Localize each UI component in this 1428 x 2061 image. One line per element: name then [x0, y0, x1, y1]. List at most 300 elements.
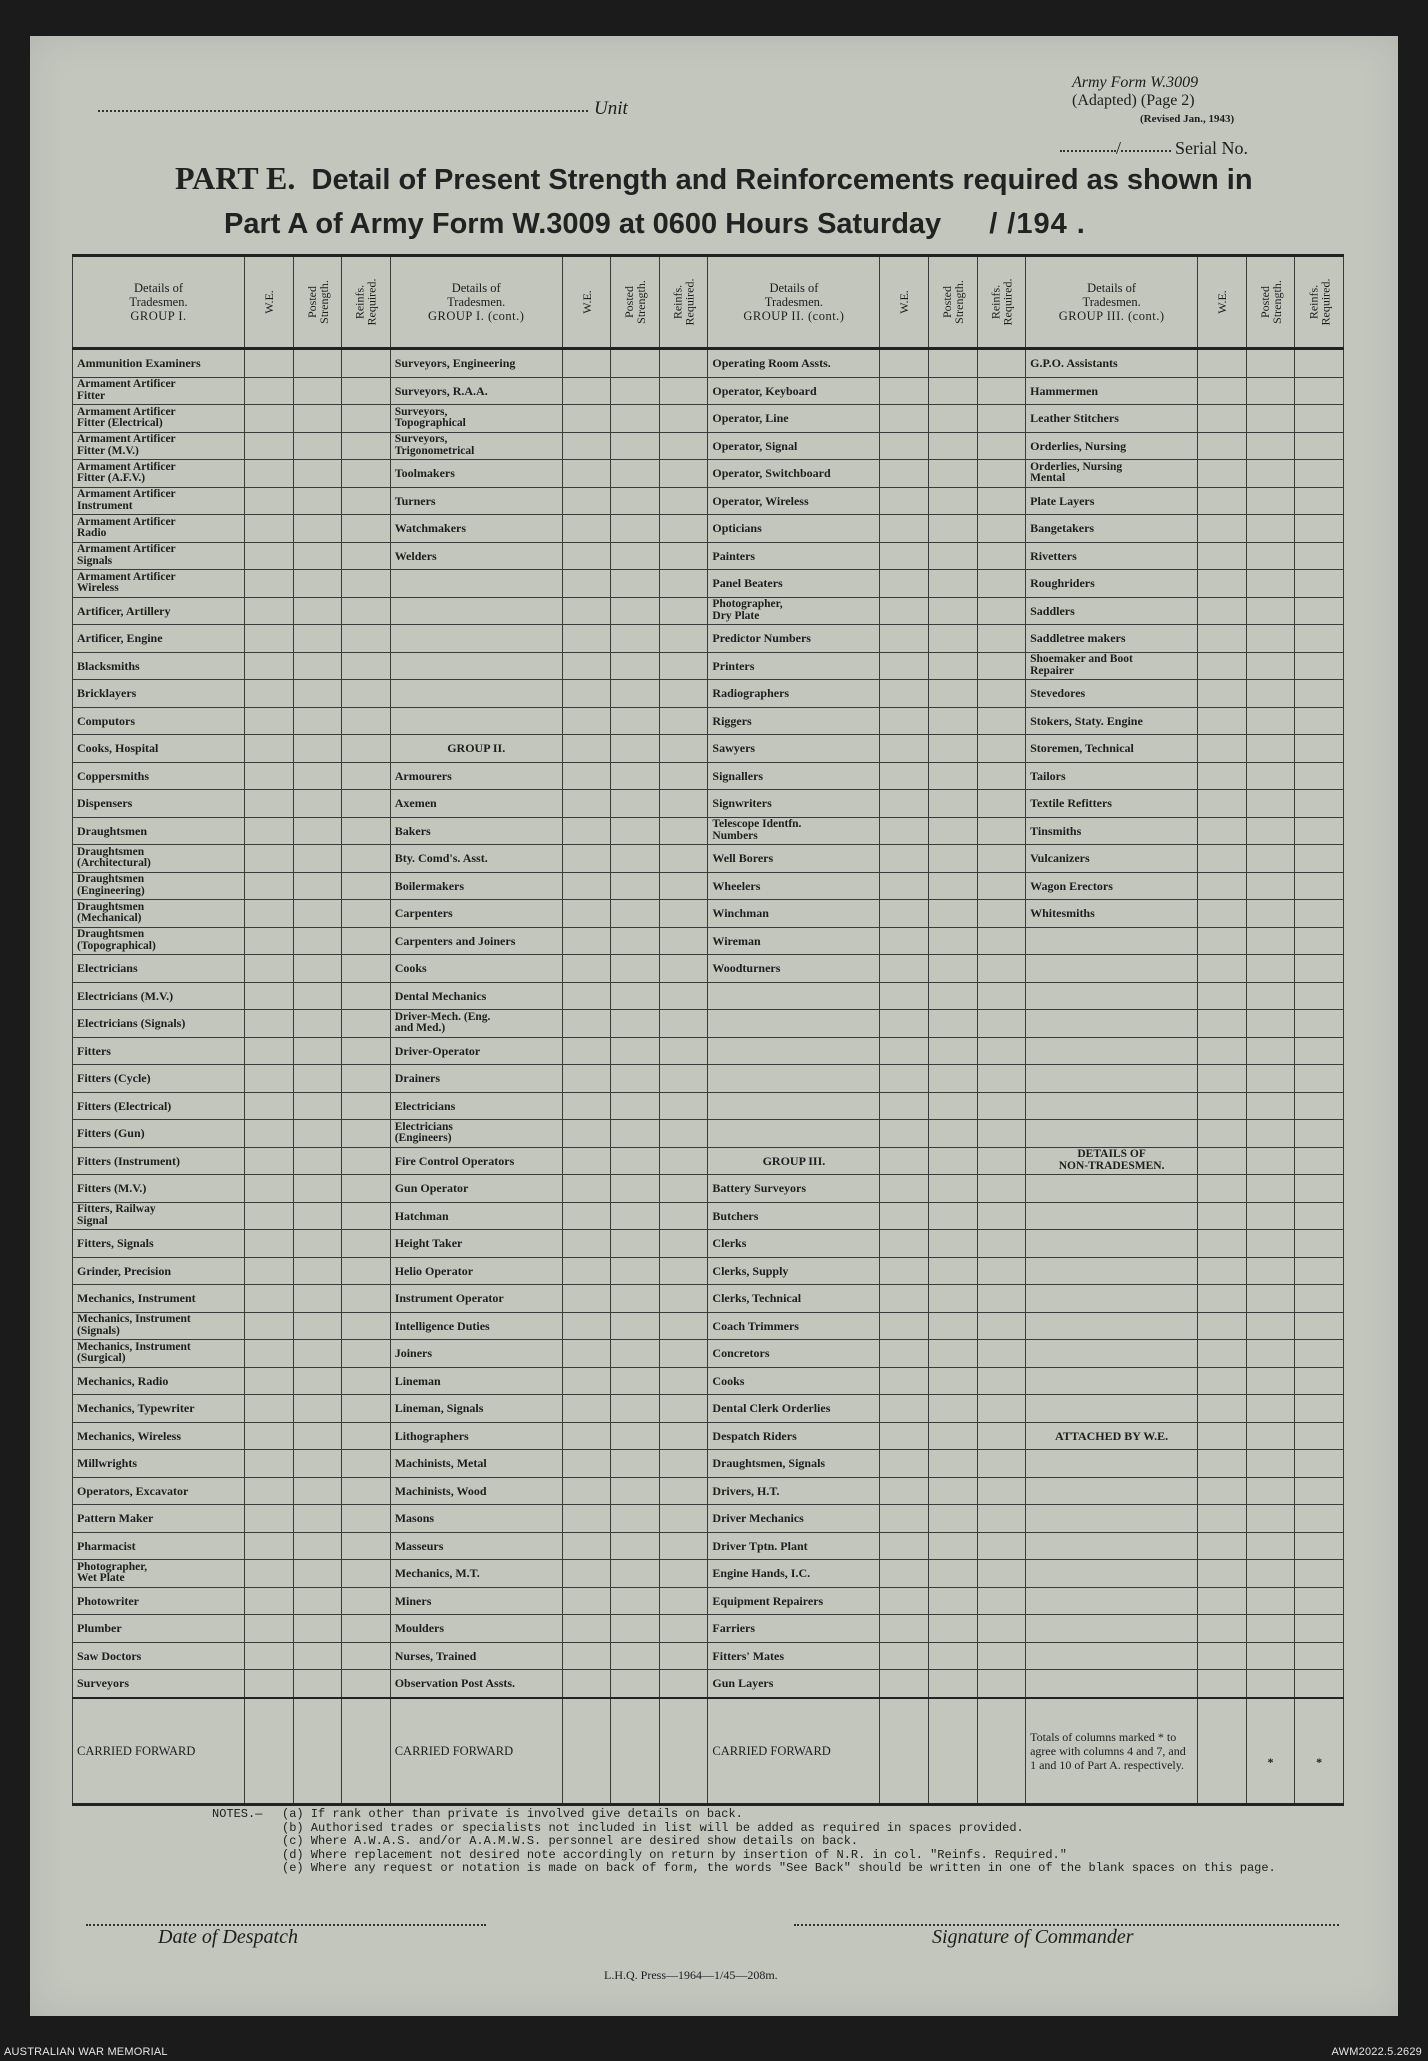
posted-strength-entry-cell[interactable] — [611, 845, 660, 873]
reinfs-required-entry-cell[interactable] — [1295, 845, 1344, 873]
posted-strength-entry-cell[interactable] — [611, 1285, 660, 1313]
reinfs-required-entry-cell[interactable] — [342, 872, 391, 900]
reinfs-required-entry-cell[interactable] — [659, 680, 708, 708]
reinfs-required-entry-cell[interactable] — [1295, 1065, 1344, 1093]
reinfs-required-entry-cell[interactable] — [1295, 1642, 1344, 1670]
posted-strength-entry-cell[interactable] — [611, 652, 660, 680]
posted-strength-entry-cell[interactable] — [293, 790, 342, 818]
we-entry-cell[interactable] — [880, 542, 929, 570]
reinfs-required-entry-cell[interactable] — [342, 1202, 391, 1230]
reinfs-required-entry-cell[interactable] — [977, 1477, 1026, 1505]
we-entry-cell[interactable] — [1198, 570, 1247, 598]
reinfs-required-entry-cell[interactable] — [1295, 1312, 1344, 1340]
reinfs-required-entry-cell[interactable] — [1295, 762, 1344, 790]
reinfs-required-entry-cell[interactable] — [659, 1175, 708, 1203]
we-entry-cell[interactable] — [562, 982, 611, 1010]
reinfs-required-entry-cell[interactable] — [342, 927, 391, 955]
we-entry-cell[interactable] — [245, 927, 294, 955]
we-entry-cell[interactable] — [880, 460, 929, 488]
posted-strength-entry-cell[interactable] — [611, 790, 660, 818]
posted-strength-entry-cell[interactable] — [611, 1505, 660, 1533]
we-entry-cell[interactable] — [880, 349, 929, 378]
reinfs-required-entry-cell[interactable] — [342, 460, 391, 488]
reinfs-required-entry-cell[interactable] — [342, 487, 391, 515]
reinfs-required-entry-cell[interactable] — [659, 1147, 708, 1175]
we-entry-cell[interactable] — [562, 1147, 611, 1175]
reinfs-required-entry-cell[interactable] — [342, 570, 391, 598]
reinfs-required-entry-cell[interactable] — [1295, 625, 1344, 653]
posted-strength-total-cell[interactable] — [293, 1698, 342, 1805]
posted-strength-entry-cell[interactable] — [293, 1202, 342, 1230]
reinfs-required-entry-cell[interactable] — [659, 1532, 708, 1560]
reinfs-required-entry-cell[interactable] — [977, 1505, 1026, 1533]
posted-strength-entry-cell[interactable] — [1246, 487, 1295, 515]
we-entry-cell[interactable] — [562, 762, 611, 790]
posted-strength-entry-cell[interactable] — [1246, 927, 1295, 955]
reinfs-required-entry-cell[interactable] — [659, 982, 708, 1010]
we-entry-cell[interactable] — [880, 377, 929, 405]
reinfs-required-entry-cell[interactable] — [977, 377, 1026, 405]
we-entry-cell[interactable] — [880, 1422, 929, 1450]
posted-strength-entry-cell[interactable] — [928, 790, 977, 818]
posted-strength-entry-cell[interactable] — [928, 1037, 977, 1065]
posted-strength-entry-cell[interactable] — [611, 1587, 660, 1615]
posted-strength-entry-cell[interactable] — [611, 1532, 660, 1560]
we-total-cell[interactable] — [245, 1698, 294, 1805]
posted-strength-total-cell[interactable] — [611, 1698, 660, 1805]
we-entry-cell[interactable] — [1198, 432, 1247, 460]
posted-strength-entry-cell[interactable] — [611, 1395, 660, 1423]
we-entry-cell[interactable] — [1198, 515, 1247, 543]
reinfs-required-entry-cell[interactable] — [659, 1560, 708, 1588]
reinfs-required-entry-cell[interactable] — [342, 1450, 391, 1478]
we-entry-cell[interactable] — [562, 955, 611, 983]
reinfs-required-entry-cell[interactable] — [659, 1312, 708, 1340]
reinfs-required-entry-cell[interactable] — [977, 542, 1026, 570]
we-entry-cell[interactable] — [562, 900, 611, 928]
reinfs-required-entry-cell[interactable] — [977, 982, 1026, 1010]
total-marker-star[interactable]: * — [1246, 1698, 1295, 1805]
posted-strength-entry-cell[interactable] — [928, 460, 977, 488]
we-entry-cell[interactable] — [245, 1615, 294, 1643]
we-entry-cell[interactable] — [562, 1532, 611, 1560]
reinfs-required-entry-cell[interactable] — [1295, 487, 1344, 515]
posted-strength-entry-cell[interactable] — [928, 680, 977, 708]
posted-strength-entry-cell[interactable] — [1246, 349, 1295, 378]
we-entry-cell[interactable] — [880, 735, 929, 763]
reinfs-required-entry-cell[interactable] — [1295, 1505, 1344, 1533]
posted-strength-entry-cell[interactable] — [293, 1670, 342, 1698]
reinfs-required-entry-cell[interactable] — [342, 1285, 391, 1313]
posted-strength-entry-cell[interactable] — [611, 735, 660, 763]
we-entry-cell[interactable] — [245, 542, 294, 570]
reinfs-required-entry-cell[interactable] — [977, 625, 1026, 653]
we-entry-cell[interactable] — [880, 1147, 929, 1175]
reinfs-required-entry-cell[interactable] — [659, 349, 708, 378]
posted-strength-entry-cell[interactable] — [1246, 790, 1295, 818]
reinfs-required-entry-cell[interactable] — [977, 1560, 1026, 1588]
we-entry-cell[interactable] — [1198, 349, 1247, 378]
reinfs-required-entry-cell[interactable] — [977, 955, 1026, 983]
reinfs-required-entry-cell[interactable] — [659, 845, 708, 873]
reinfs-required-entry-cell[interactable] — [659, 405, 708, 433]
reinfs-required-entry-cell[interactable] — [1295, 1230, 1344, 1258]
we-entry-cell[interactable] — [245, 432, 294, 460]
reinfs-required-entry-cell[interactable] — [1295, 817, 1344, 845]
reinfs-required-entry-cell[interactable] — [1295, 1395, 1344, 1423]
we-entry-cell[interactable] — [1198, 762, 1247, 790]
reinfs-required-entry-cell[interactable] — [659, 1615, 708, 1643]
reinfs-required-entry-cell[interactable] — [1295, 927, 1344, 955]
posted-strength-entry-cell[interactable] — [928, 1065, 977, 1093]
posted-strength-entry-cell[interactable] — [928, 349, 977, 378]
reinfs-required-entry-cell[interactable] — [977, 1147, 1026, 1175]
reinfs-required-entry-cell[interactable] — [659, 872, 708, 900]
posted-strength-entry-cell[interactable] — [928, 570, 977, 598]
we-entry-cell[interactable] — [1198, 1560, 1247, 1588]
we-entry-cell[interactable] — [880, 515, 929, 543]
reinfs-required-entry-cell[interactable] — [342, 1505, 391, 1533]
posted-strength-entry-cell[interactable] — [928, 1560, 977, 1588]
we-entry-cell[interactable] — [1198, 460, 1247, 488]
we-entry-cell[interactable] — [1198, 900, 1247, 928]
reinfs-required-entry-cell[interactable] — [342, 405, 391, 433]
posted-strength-entry-cell[interactable] — [1246, 845, 1295, 873]
reinfs-required-entry-cell[interactable] — [977, 1257, 1026, 1285]
reinfs-required-entry-cell[interactable] — [342, 762, 391, 790]
reinfs-required-entry-cell[interactable] — [977, 927, 1026, 955]
posted-strength-entry-cell[interactable] — [1246, 1642, 1295, 1670]
posted-strength-entry-cell[interactable] — [293, 982, 342, 1010]
posted-strength-entry-cell[interactable] — [1246, 377, 1295, 405]
posted-strength-entry-cell[interactable] — [611, 1120, 660, 1148]
we-entry-cell[interactable] — [245, 570, 294, 598]
posted-strength-entry-cell[interactable] — [293, 1285, 342, 1313]
we-entry-cell[interactable] — [562, 1615, 611, 1643]
posted-strength-entry-cell[interactable] — [928, 762, 977, 790]
posted-strength-entry-cell[interactable] — [293, 1505, 342, 1533]
posted-strength-entry-cell[interactable] — [293, 1477, 342, 1505]
posted-strength-entry-cell[interactable] — [293, 1560, 342, 1588]
reinfs-required-entry-cell[interactable] — [659, 735, 708, 763]
we-entry-cell[interactable] — [562, 349, 611, 378]
total-marker-star[interactable]: * — [1295, 1698, 1344, 1805]
reinfs-required-entry-cell[interactable] — [1295, 982, 1344, 1010]
posted-strength-entry-cell[interactable] — [1246, 1037, 1295, 1065]
posted-strength-entry-cell[interactable] — [1246, 1175, 1295, 1203]
reinfs-required-entry-cell[interactable] — [1295, 405, 1344, 433]
we-entry-cell[interactable] — [880, 432, 929, 460]
we-entry-cell[interactable] — [562, 1312, 611, 1340]
posted-strength-entry-cell[interactable] — [1246, 652, 1295, 680]
we-entry-cell[interactable] — [562, 1092, 611, 1120]
we-entry-cell[interactable] — [245, 1065, 294, 1093]
reinfs-required-entry-cell[interactable] — [1295, 1257, 1344, 1285]
we-entry-cell[interactable] — [245, 817, 294, 845]
we-entry-cell[interactable] — [245, 735, 294, 763]
posted-strength-entry-cell[interactable] — [611, 680, 660, 708]
we-entry-cell[interactable] — [562, 597, 611, 625]
reinfs-required-entry-cell[interactable] — [977, 1367, 1026, 1395]
posted-strength-entry-cell[interactable] — [293, 817, 342, 845]
we-entry-cell[interactable] — [1198, 1367, 1247, 1395]
we-entry-cell[interactable] — [245, 652, 294, 680]
reinfs-required-entry-cell[interactable] — [977, 762, 1026, 790]
reinfs-required-entry-cell[interactable] — [977, 597, 1026, 625]
reinfs-required-entry-cell[interactable] — [1295, 570, 1344, 598]
we-entry-cell[interactable] — [880, 570, 929, 598]
posted-strength-entry-cell[interactable] — [1246, 1477, 1295, 1505]
reinfs-required-entry-cell[interactable] — [1295, 1147, 1344, 1175]
reinfs-required-entry-cell[interactable] — [342, 680, 391, 708]
reinfs-required-entry-cell[interactable] — [342, 982, 391, 1010]
posted-strength-entry-cell[interactable] — [1246, 1395, 1295, 1423]
posted-strength-entry-cell[interactable] — [928, 927, 977, 955]
we-entry-cell[interactable] — [1198, 1120, 1247, 1148]
reinfs-required-entry-cell[interactable] — [1295, 872, 1344, 900]
reinfs-required-entry-cell[interactable] — [977, 1615, 1026, 1643]
posted-strength-entry-cell[interactable] — [293, 1092, 342, 1120]
reinfs-required-entry-cell[interactable] — [1295, 707, 1344, 735]
we-entry-cell[interactable] — [1198, 1395, 1247, 1423]
posted-strength-entry-cell[interactable] — [611, 460, 660, 488]
we-entry-cell[interactable] — [1198, 1092, 1247, 1120]
we-entry-cell[interactable] — [562, 460, 611, 488]
posted-strength-entry-cell[interactable] — [611, 982, 660, 1010]
posted-strength-entry-cell[interactable] — [293, 542, 342, 570]
posted-strength-entry-cell[interactable] — [928, 597, 977, 625]
reinfs-required-entry-cell[interactable] — [659, 1257, 708, 1285]
posted-strength-entry-cell[interactable] — [293, 1367, 342, 1395]
we-entry-cell[interactable] — [1198, 1532, 1247, 1560]
reinfs-required-entry-cell[interactable] — [342, 817, 391, 845]
posted-strength-entry-cell[interactable] — [928, 1257, 977, 1285]
we-entry-cell[interactable] — [245, 377, 294, 405]
we-entry-cell[interactable] — [245, 1505, 294, 1533]
we-entry-cell[interactable] — [880, 1532, 929, 1560]
posted-strength-entry-cell[interactable] — [611, 1670, 660, 1698]
posted-strength-entry-cell[interactable] — [611, 900, 660, 928]
we-entry-cell[interactable] — [880, 1395, 929, 1423]
reinfs-required-entry-cell[interactable] — [342, 1257, 391, 1285]
we-entry-cell[interactable] — [880, 1450, 929, 1478]
posted-strength-entry-cell[interactable] — [611, 1312, 660, 1340]
reinfs-required-entry-cell[interactable] — [342, 1587, 391, 1615]
posted-strength-entry-cell[interactable] — [1246, 1092, 1295, 1120]
reinfs-required-entry-cell[interactable] — [1295, 1615, 1344, 1643]
posted-strength-entry-cell[interactable] — [928, 487, 977, 515]
posted-strength-entry-cell[interactable] — [293, 405, 342, 433]
posted-strength-entry-cell[interactable] — [293, 955, 342, 983]
posted-strength-entry-cell[interactable] — [928, 1450, 977, 1478]
we-entry-cell[interactable] — [245, 1422, 294, 1450]
posted-strength-entry-cell[interactable] — [611, 487, 660, 515]
posted-strength-entry-cell[interactable] — [293, 1587, 342, 1615]
posted-strength-entry-cell[interactable] — [293, 1147, 342, 1175]
posted-strength-entry-cell[interactable] — [1246, 1532, 1295, 1560]
we-entry-cell[interactable] — [1198, 1477, 1247, 1505]
reinfs-required-entry-cell[interactable] — [977, 817, 1026, 845]
reinfs-required-entry-cell[interactable] — [659, 1367, 708, 1395]
we-entry-cell[interactable] — [880, 762, 929, 790]
we-entry-cell[interactable] — [562, 790, 611, 818]
posted-strength-entry-cell[interactable] — [293, 735, 342, 763]
reinfs-required-entry-cell[interactable] — [1295, 432, 1344, 460]
posted-strength-entry-cell[interactable] — [611, 597, 660, 625]
posted-strength-entry-cell[interactable] — [611, 570, 660, 598]
we-entry-cell[interactable] — [562, 1670, 611, 1698]
posted-strength-entry-cell[interactable] — [1246, 680, 1295, 708]
we-entry-cell[interactable] — [562, 542, 611, 570]
we-entry-cell[interactable] — [1198, 1587, 1247, 1615]
we-entry-cell[interactable] — [880, 597, 929, 625]
we-entry-cell[interactable] — [562, 570, 611, 598]
posted-strength-entry-cell[interactable] — [611, 707, 660, 735]
we-entry-cell[interactable] — [1198, 625, 1247, 653]
posted-strength-entry-cell[interactable] — [293, 570, 342, 598]
posted-strength-entry-cell[interactable] — [1246, 625, 1295, 653]
reinfs-required-entry-cell[interactable] — [977, 1422, 1026, 1450]
reinfs-required-entry-cell[interactable] — [659, 1092, 708, 1120]
reinfs-required-entry-cell[interactable] — [659, 597, 708, 625]
reinfs-required-entry-cell[interactable] — [659, 652, 708, 680]
we-entry-cell[interactable] — [562, 707, 611, 735]
reinfs-required-entry-cell[interactable] — [342, 1477, 391, 1505]
we-entry-cell[interactable] — [562, 1257, 611, 1285]
posted-strength-entry-cell[interactable] — [1246, 432, 1295, 460]
reinfs-required-entry-cell[interactable] — [342, 349, 391, 378]
we-entry-cell[interactable] — [245, 1120, 294, 1148]
we-entry-cell[interactable] — [245, 680, 294, 708]
posted-strength-entry-cell[interactable] — [928, 542, 977, 570]
posted-strength-entry-cell[interactable] — [928, 377, 977, 405]
we-entry-cell[interactable] — [245, 872, 294, 900]
posted-strength-entry-cell[interactable] — [1246, 515, 1295, 543]
posted-strength-entry-cell[interactable] — [928, 1312, 977, 1340]
we-entry-cell[interactable] — [562, 1340, 611, 1368]
reinfs-required-entry-cell[interactable] — [977, 1230, 1026, 1258]
we-entry-cell[interactable] — [562, 680, 611, 708]
reinfs-required-entry-cell[interactable] — [342, 707, 391, 735]
posted-strength-entry-cell[interactable] — [1246, 405, 1295, 433]
we-entry-cell[interactable] — [1198, 1422, 1247, 1450]
posted-strength-entry-cell[interactable] — [293, 1395, 342, 1423]
we-entry-cell[interactable] — [880, 1037, 929, 1065]
we-entry-cell[interactable] — [562, 1587, 611, 1615]
posted-strength-entry-cell[interactable] — [1246, 735, 1295, 763]
posted-strength-entry-cell[interactable] — [1246, 1312, 1295, 1340]
reinfs-required-entry-cell[interactable] — [659, 1037, 708, 1065]
we-entry-cell[interactable] — [562, 405, 611, 433]
posted-strength-entry-cell[interactable] — [1246, 955, 1295, 983]
reinfs-required-entry-cell[interactable] — [659, 762, 708, 790]
reinfs-required-entry-cell[interactable] — [1295, 1367, 1344, 1395]
we-entry-cell[interactable] — [880, 1065, 929, 1093]
we-entry-cell[interactable] — [1198, 845, 1247, 873]
posted-strength-entry-cell[interactable] — [611, 872, 660, 900]
reinfs-required-entry-cell[interactable] — [659, 1285, 708, 1313]
reinfs-required-entry-cell[interactable] — [1295, 1587, 1344, 1615]
we-entry-cell[interactable] — [1198, 735, 1247, 763]
we-entry-cell[interactable] — [880, 405, 929, 433]
we-total-cell[interactable] — [1198, 1698, 1247, 1805]
reinfs-required-entry-cell[interactable] — [342, 1642, 391, 1670]
we-entry-cell[interactable] — [880, 1642, 929, 1670]
reinfs-required-entry-cell[interactable] — [1295, 1450, 1344, 1478]
posted-strength-entry-cell[interactable] — [1246, 1230, 1295, 1258]
reinfs-required-entry-cell[interactable] — [342, 625, 391, 653]
posted-strength-entry-cell[interactable] — [293, 1450, 342, 1478]
reinfs-required-entry-cell[interactable] — [659, 790, 708, 818]
we-entry-cell[interactable] — [1198, 955, 1247, 983]
we-entry-cell[interactable] — [880, 1587, 929, 1615]
we-entry-cell[interactable] — [880, 982, 929, 1010]
posted-strength-entry-cell[interactable] — [611, 1202, 660, 1230]
reinfs-required-entry-cell[interactable] — [342, 955, 391, 983]
reinfs-required-entry-cell[interactable] — [977, 652, 1026, 680]
we-entry-cell[interactable] — [245, 349, 294, 378]
we-entry-cell[interactable] — [245, 460, 294, 488]
posted-strength-entry-cell[interactable] — [928, 1340, 977, 1368]
reinfs-required-entry-cell[interactable] — [659, 955, 708, 983]
reinfs-required-entry-cell[interactable] — [1295, 1092, 1344, 1120]
posted-strength-entry-cell[interactable] — [928, 1615, 977, 1643]
we-entry-cell[interactable] — [1198, 487, 1247, 515]
reinfs-required-entry-cell[interactable] — [342, 515, 391, 543]
reinfs-required-entry-cell[interactable] — [977, 460, 1026, 488]
posted-strength-entry-cell[interactable] — [611, 927, 660, 955]
we-entry-cell[interactable] — [562, 1037, 611, 1065]
reinfs-required-entry-cell[interactable] — [977, 1587, 1026, 1615]
reinfs-required-entry-cell[interactable] — [1295, 955, 1344, 983]
posted-strength-entry-cell[interactable] — [611, 1422, 660, 1450]
reinfs-required-entry-cell[interactable] — [342, 1120, 391, 1148]
we-entry-cell[interactable] — [1198, 652, 1247, 680]
posted-strength-entry-cell[interactable] — [611, 1147, 660, 1175]
we-entry-cell[interactable] — [245, 1587, 294, 1615]
posted-strength-entry-cell[interactable] — [1246, 762, 1295, 790]
posted-strength-entry-cell[interactable] — [928, 955, 977, 983]
reinfs-required-entry-cell[interactable] — [977, 1285, 1026, 1313]
posted-strength-entry-cell[interactable] — [1246, 1505, 1295, 1533]
posted-strength-entry-cell[interactable] — [293, 1615, 342, 1643]
reinfs-required-entry-cell[interactable] — [1295, 1532, 1344, 1560]
we-entry-cell[interactable] — [1198, 1202, 1247, 1230]
we-entry-cell[interactable] — [562, 1230, 611, 1258]
we-entry-cell[interactable] — [245, 597, 294, 625]
posted-strength-entry-cell[interactable] — [1246, 542, 1295, 570]
posted-strength-entry-cell[interactable] — [611, 1065, 660, 1093]
reinfs-required-entry-cell[interactable] — [342, 652, 391, 680]
we-entry-cell[interactable] — [562, 817, 611, 845]
we-entry-cell[interactable] — [880, 790, 929, 818]
we-entry-cell[interactable] — [562, 1395, 611, 1423]
posted-strength-entry-cell[interactable] — [611, 515, 660, 543]
reinfs-required-entry-cell[interactable] — [342, 542, 391, 570]
reinfs-required-entry-cell[interactable] — [342, 1010, 391, 1038]
reinfs-required-entry-cell[interactable] — [977, 349, 1026, 378]
we-entry-cell[interactable] — [880, 1257, 929, 1285]
posted-strength-entry-cell[interactable] — [293, 432, 342, 460]
reinfs-required-entry-cell[interactable] — [977, 432, 1026, 460]
reinfs-required-entry-cell[interactable] — [342, 900, 391, 928]
we-entry-cell[interactable] — [245, 1257, 294, 1285]
posted-strength-entry-cell[interactable] — [293, 625, 342, 653]
we-entry-cell[interactable] — [562, 1010, 611, 1038]
posted-strength-entry-cell[interactable] — [928, 1670, 977, 1698]
we-entry-cell[interactable] — [1198, 982, 1247, 1010]
reinfs-required-entry-cell[interactable] — [977, 872, 1026, 900]
